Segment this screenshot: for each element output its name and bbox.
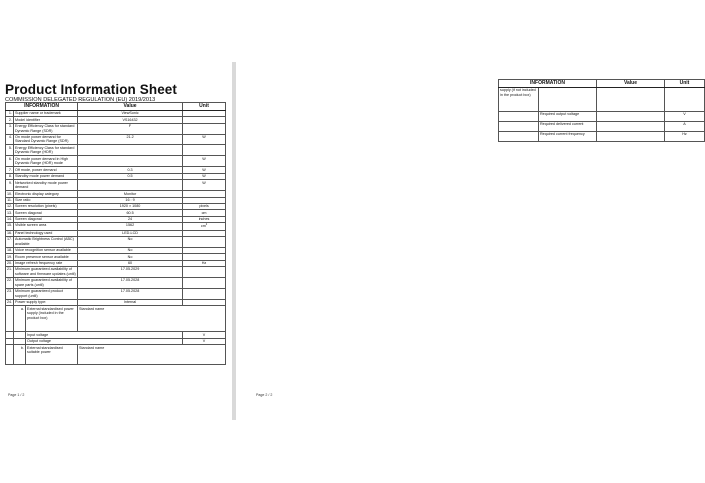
- row-unit: [183, 134, 226, 145]
- row-label: supply (if not included in the product box): [499, 87, 539, 111]
- table-row: [6, 267, 226, 278]
- row-number: 3.: [6, 123, 14, 134]
- row-value: No: [78, 247, 183, 253]
- row-value: Monitor: [78, 191, 183, 197]
- row-label: Screen resolution (pixels): [14, 203, 78, 209]
- table-row: [6, 278, 226, 289]
- row-value: 17.05.2028: [78, 289, 183, 300]
- row-label: Panel technology used: [14, 230, 78, 236]
- row-value: 24: [78, 216, 183, 222]
- table-row: [499, 87, 705, 111]
- page-footer: Page 1 / 2: [8, 393, 25, 397]
- unit-superscript: 2: [205, 223, 208, 227]
- row-label: External standardised suitable power: [26, 345, 78, 365]
- row-number: 24.: [7, 300, 13, 305]
- table-row: [499, 111, 705, 121]
- product-info-table: [5, 102, 226, 365]
- row-label: Electronic display category: [14, 191, 78, 197]
- row-number: 7.: [6, 167, 14, 173]
- row-unit: [183, 289, 226, 300]
- page-footer: Page 2 / 2: [256, 393, 273, 397]
- table-header-row: [499, 80, 705, 88]
- table-row: [6, 289, 226, 300]
- row-unit: V: [183, 332, 226, 338]
- table-row: [499, 121, 705, 131]
- row-label: Power supply type:: [14, 299, 78, 305]
- row-value: ViewSonic: [78, 110, 183, 116]
- row-value: 17.05.2029: [78, 267, 183, 278]
- unit-text: W: [202, 180, 206, 185]
- header-value: Value: [78, 103, 183, 111]
- regulation-subtitle: COMMISSION DELEGATED REGULATION (EU) 2019/2013: [5, 97, 156, 103]
- row-label: Automatic Brightness Control (ABC) available: [14, 236, 78, 247]
- row-number: 17.: [6, 236, 14, 247]
- row-label: Visible screen area: [14, 223, 78, 231]
- header-unit: Unit: [183, 103, 226, 111]
- row-unit: [183, 223, 226, 231]
- table-row: [499, 131, 705, 141]
- row-label: Screen diagonal: [14, 216, 78, 222]
- header-unit: Unit: [665, 80, 705, 88]
- row-label: External standardised power supply (included in the product box): [26, 306, 78, 332]
- row-number: 9.: [6, 180, 14, 191]
- row-value: Internal: [78, 299, 183, 305]
- row-number: 15.: [6, 223, 14, 231]
- row-sub-number: b.: [14, 345, 26, 365]
- row-sub-label: Output voltage: [26, 338, 183, 344]
- document-page-1: [0, 0, 232, 483]
- row-label: Minimum guaranteed availability of software and firmware updates (until): [15, 267, 76, 277]
- row-value: [78, 180, 183, 191]
- row-value: [597, 131, 665, 141]
- row-number: 5.: [6, 145, 14, 156]
- unit-text: Hz: [201, 261, 207, 266]
- row-label: On mode power demand for Standard Dynamic Range (SDR): [14, 134, 78, 145]
- unit-text: W: [202, 167, 206, 172]
- unit-text: W: [202, 134, 206, 139]
- table-header-row: [6, 103, 226, 111]
- row-sub-label: Input voltage: [26, 332, 183, 338]
- row-value: F: [78, 123, 183, 134]
- row-number: 18.: [7, 248, 13, 253]
- row-value: LED-LCD: [78, 230, 183, 236]
- row-number: 22.: [6, 278, 14, 289]
- row-value: [78, 156, 183, 167]
- row-value: 21.2: [78, 134, 183, 145]
- row-unit: [183, 145, 226, 156]
- row-number: 13.: [7, 210, 13, 215]
- row-value: No: [78, 236, 183, 247]
- row-value: VS16432: [78, 117, 183, 123]
- row-label: Required delivered current: [539, 121, 597, 131]
- table-row: [6, 134, 226, 145]
- row-label: Size ratio: [14, 197, 78, 203]
- row-value: No: [78, 254, 183, 260]
- row-sub-label: Standard name: [78, 345, 226, 365]
- row-label: Voice recognition sensor available: [14, 247, 78, 253]
- row-unit: [183, 123, 226, 134]
- table-row: [6, 236, 226, 247]
- row-unit: V: [665, 111, 705, 121]
- row-unit: [183, 236, 226, 247]
- page-title: Product Information Sheet: [5, 82, 178, 97]
- table-row: [6, 306, 226, 332]
- header-information: INFORMATION: [499, 80, 597, 88]
- unit-text: inches: [198, 217, 210, 222]
- table-row: [6, 145, 226, 156]
- table-row: [6, 123, 226, 134]
- row-number: 4.: [6, 134, 14, 145]
- unit-text: W: [202, 156, 206, 161]
- row-unit: Hz: [665, 131, 705, 141]
- row-label: Energy Efficiency Class for standard Dynamic Range (HDR): [14, 145, 78, 156]
- row-value: [597, 121, 665, 131]
- row-number: 6.: [6, 156, 14, 167]
- row-label: Required current frequency: [539, 131, 597, 141]
- row-number: 19.: [7, 254, 13, 259]
- row-number: 14.: [7, 217, 13, 222]
- row-label: Screen diagonal: [14, 210, 78, 216]
- row-value: 60: [78, 260, 183, 266]
- row-number: 10.: [7, 191, 13, 196]
- row-value: 1562: [78, 223, 183, 231]
- row-value: 17.05.2028: [78, 278, 183, 289]
- row-label: Room presence sensor available: [14, 254, 78, 260]
- row-unit: [183, 278, 226, 289]
- document-page-2: [236, 0, 690, 483]
- row-label: On mode power demand in High Dynamic Range (HDR) mode: [14, 156, 78, 167]
- row-label: Energy Efficiency Class for standard Dynamic Range (SDR): [14, 123, 78, 134]
- row-value: 60.5: [78, 210, 183, 216]
- table-row: [6, 156, 226, 167]
- row-value: 16 : 9: [78, 197, 183, 203]
- table-row: [6, 223, 226, 231]
- unit-text: cm: [201, 210, 207, 215]
- row-label: Required output voltage: [539, 111, 597, 121]
- row-label: Model identifier: [14, 117, 78, 123]
- row-spacer: [6, 345, 14, 365]
- row-value: 0.5: [78, 173, 183, 179]
- table-row: [6, 345, 226, 365]
- header-value: Value: [597, 80, 665, 88]
- row-label: Image refresh frequency rate: [14, 260, 78, 266]
- row-label: Minimum guaranteed product support (until): [14, 289, 78, 300]
- row-label: Networked standby mode power demand: [14, 180, 78, 191]
- row-label: Off mode, power demand: [14, 167, 78, 173]
- unit-text: W: [202, 174, 206, 179]
- row-unit: [183, 180, 226, 191]
- header-information: INFORMATION: [6, 103, 78, 111]
- row-sub-label: Standard name: [78, 306, 226, 332]
- row-value: [78, 145, 183, 156]
- row-number: 11.: [7, 197, 12, 202]
- row-unit: [183, 156, 226, 167]
- row-number: 2.: [6, 117, 14, 123]
- row-label: Supplier name or trademark: [14, 110, 78, 116]
- row-value: 0.3: [78, 167, 183, 173]
- row-number: 1.: [6, 110, 14, 116]
- row-number: 12.: [7, 204, 13, 209]
- table-row: [6, 180, 226, 191]
- row-number: 21.: [6, 267, 14, 278]
- row-number: 16.: [7, 231, 13, 235]
- row-unit: V: [183, 338, 226, 344]
- row-unit: A: [665, 121, 705, 131]
- row-number: 8.: [6, 173, 14, 179]
- unit-text: pixels: [199, 204, 209, 209]
- unit-text: cm: [200, 224, 206, 229]
- row-sub-number: a.: [14, 306, 26, 332]
- row-label: Minimum guaranteed availability of spare parts (until): [14, 278, 78, 289]
- row-spacer: [6, 306, 14, 332]
- row-label: Standby mode power demand: [14, 173, 78, 179]
- row-number: 23.: [6, 289, 14, 300]
- row-value: [597, 111, 665, 121]
- row-value: 1920 × 1080: [78, 203, 183, 209]
- product-info-table-continued: [498, 79, 705, 142]
- row-unit: [183, 267, 226, 278]
- row-number: 20.: [7, 261, 13, 266]
